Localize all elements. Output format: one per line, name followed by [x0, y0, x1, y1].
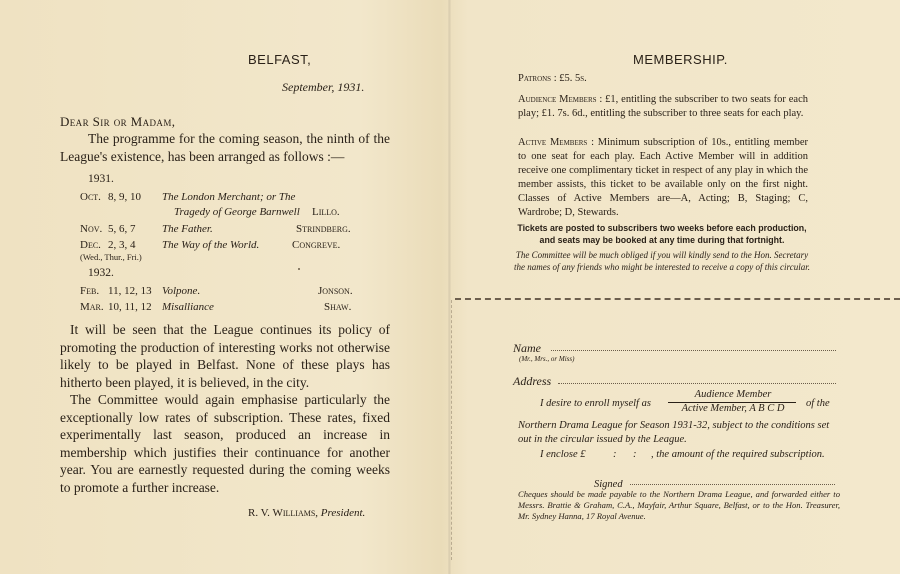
- year-1931: 1931.: [88, 173, 114, 185]
- intro-paragraph: The programme for the coming season, the ninth of the League's existence, has been arranged as follows :—: [60, 131, 390, 164]
- membership-option-active[interactable]: Active Member, A B C D: [681, 403, 785, 414]
- programme-play: The Way of the World.: [162, 239, 260, 251]
- committee-paragraph: The Committee would again emphasise particularly the exceptionally low rates of subscription. These rates, fixed experimentally last season, produced an increase in membership which justifies their continuance for another year. You are earnestly requested during the coming weeks to promote a further increase.: [60, 392, 390, 495]
- address-label: Address: [513, 374, 552, 388]
- programme-days: 5, 6, 7: [108, 223, 136, 235]
- signature-name: R. V. Williams,: [248, 507, 319, 519]
- signed-label: Signed: [594, 479, 623, 490]
- patrons-rate: Patrons : £5. 5s.: [518, 73, 587, 84]
- salutation: Dear Sir or Madam,: [60, 114, 176, 129]
- programme-author: Congreve.: [292, 239, 341, 251]
- signature-field[interactable]: [630, 484, 835, 485]
- programme-month: Nov.: [80, 223, 103, 235]
- programme-row: [80, 223, 380, 237]
- left-heading: BELFAST,: [248, 52, 312, 67]
- name-label: Name: [513, 341, 541, 355]
- perforation-edge: [451, 300, 452, 560]
- ink-dot: [298, 268, 300, 270]
- signed-row: [594, 474, 839, 490]
- membership-heading: MEMBERSHIP.: [633, 52, 728, 67]
- programme-block-1931: [80, 191, 380, 251]
- programme-row: [80, 301, 380, 315]
- programme-days: 2, 3, 4: [108, 239, 136, 251]
- programme-days: 8, 9, 10: [108, 191, 141, 203]
- programme-author: Jonson.: [318, 285, 353, 297]
- programme-author: Lillo.: [312, 206, 340, 218]
- programme-month: Mar.: [80, 301, 104, 313]
- committee-note: The Committee will be much obliged if you will kindly send to the Hon. Secretary the names of any friends who might be interested to receive a copy of this circular.: [514, 250, 810, 272]
- programme-author: Shaw.: [324, 301, 352, 313]
- tear-off-line: [455, 298, 900, 300]
- enroll-prefix: I desire to enroll myself as: [540, 398, 651, 409]
- programme-block-1932: [80, 285, 380, 317]
- signature-line: [248, 507, 365, 519]
- programme-row: [80, 239, 380, 253]
- membership-option-audience[interactable]: Audience Member: [694, 389, 772, 400]
- programme-play: Tragedy of George Barnwell: [174, 206, 300, 218]
- programme-row-continued: [80, 206, 380, 220]
- address-field[interactable]: [558, 383, 836, 384]
- tickets-note: Tickets are posted to subscribers two weeks before each production, and seats may be booked at any time during that fortnight.: [517, 223, 807, 245]
- name-field[interactable]: [551, 350, 836, 351]
- programme-month: Feb.: [80, 285, 100, 297]
- pounds-separator: :: [613, 449, 617, 460]
- programme-days: 10, 11, 12: [108, 301, 152, 313]
- shillings-separator: :: [633, 449, 637, 460]
- programme-month: Oct.: [80, 191, 101, 203]
- year-1932: 1932.: [88, 267, 114, 279]
- active-members-section: [518, 136, 808, 220]
- of-the-text: of the: [806, 398, 830, 409]
- programme-note: (Wed., Thur., Fri.): [80, 252, 142, 262]
- audience-members-label: Audience Members: [518, 94, 597, 105]
- programme-days: 11, 12, 13: [108, 285, 152, 297]
- programme-play: The London Merchant; or The: [162, 191, 296, 203]
- letter-date: September, 1931.: [282, 80, 365, 94]
- audience-members-section: [518, 93, 808, 121]
- enclose-suffix: , the amount of the required subscription.: [651, 449, 825, 460]
- cheques-note: Cheques should be made payable to the Northern Drama League, and forwarded either to Messrs. Brattie & Graham, C.A., Mayfair, Arthur Square, Belfast, or to the Hon. Treasurer, Mr. Sydney Hanna, 17 Royal Avenue.: [518, 489, 840, 521]
- name-sub-label: (Mr., Mrs., or Miss): [519, 355, 575, 363]
- programme-play: The Father.: [162, 223, 213, 235]
- policy-paragraph: It will be seen that the League continues its policy of promoting the production of interesting works not otherwise likely to be played in Belfast. None of these plays has hitherto been played, it is believed, in the city.: [60, 322, 390, 390]
- programme-row: [80, 285, 380, 299]
- active-members-label: Active Members: [518, 137, 588, 148]
- enclose-prefix: I enclose £: [540, 449, 586, 460]
- active-members-text: : Minimum subscription of 10s., entitling member to one seat for each play. Each Active Member will in addition receive one complimentary ticket in respect of any play in which the member assists, this ticket to be available only on the first night. Classes of Active Members are—A, Acting; B, Staging; C, Wardrobe; D, Stewards.: [518, 137, 808, 218]
- programme-play: Misalliance: [162, 301, 214, 313]
- signature-title: President.: [320, 507, 366, 519]
- programme-play: Volpone.: [162, 285, 201, 297]
- programme-row: [80, 191, 380, 205]
- programme-month: Dec.: [80, 239, 101, 251]
- audience-members-text: : £1, entitling the subscriber to two seats for each play; £1. 7s. 6d., entitling the subscriber to three seats for each play.: [518, 94, 808, 119]
- programme-author: Strindberg.: [296, 223, 351, 235]
- season-conditions: Northern Drama League for Season 1931-32, subject to the conditions set out in the circular issued by the League.: [518, 420, 830, 445]
